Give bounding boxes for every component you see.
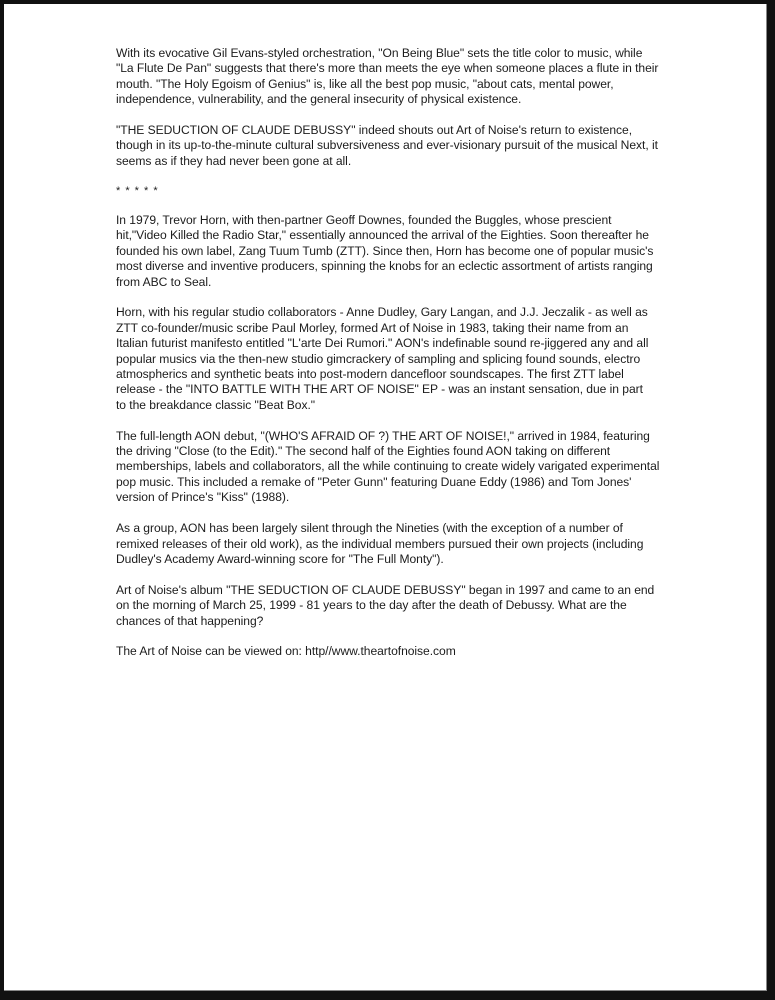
paragraph-nineties: As a group, AON has been largely silent through the Nineties (with the exception of a number of remixed releases of their old work), as the individual members pursued their own projects (including Dudley's Academy Award-winning score for "The Full Monty"). <box>116 521 644 566</box>
paragraph-website: The Art of Noise can be viewed on: http//www.theartofnoise.com <box>116 644 456 659</box>
document-page <box>4 4 767 991</box>
document-body <box>116 46 676 675</box>
paragraph-debut: The full-length AON debut, "(WHO'S AFRAID OF ?) THE ART OF NOISE!," arrived in 1984, featuring the driving "Close (to the Edit)." The second half of the Eighties found AON taking on different memberships, labels and collaborators, all the while continuing to create widely varigated experimental pop music. This included a remake of "Peter Gunn" featuring Duane Eddy (1986) and Tom Jones' version of Prince's "Kiss" (1988). <box>116 428 660 505</box>
section-divider-asterisks: * * * * * <box>116 184 159 197</box>
paragraph-trevor-horn: In 1979, Trevor Horn, with then-partner Geoff Downes, founded the Buggles, whose prescient hit,"Video Killed the Radio Star," essentially announced the arrival of the Eighties. Soon thereafter he founded his own label, Zang Tuum Tumb (ZTT). Since then, Horn has become one of popular music's most diverse and inventive producers, spinning the knobs for an eclectic assortment of artists ranging from ABC to Seal. <box>116 213 654 289</box>
paragraph-formation: Horn, with his regular studio collaborators - Anne Dudley, Gary Langan, and J.J. Jeczalik - as well as ZTT co-founder/music scribe Paul Morley, formed Art of Noise in 1983, taking their name from an Italian futurist manifesto entitled "L'arte Dei Rumori." AON's indefinable sound re-jiggered any and all popular musics via the then-new studio gimcrackery of sampling and splicing found sounds, electro atmospherics and synthetic beats into post-modern dancefloor soundscapes. The first ZTT label release - the "INTO BATTLE WITH THE ART OF NOISE" EP - was an instant sensation, due in part to the breakdance classic "Beat Box." <box>116 305 649 412</box>
paragraph-on-being-blue: With its evocative Gil Evans-styled orchestration, "On Being Blue" sets the title color to music, while "La Flute De Pan" suggests that there's more than meets the eye when someone places a flute in their mouth. "The Holy Egoism of Genius" is, like all the best pop music, "about cats, mental power, independence, vulnerability, and the general insecurity of physical existence. <box>116 46 659 107</box>
paragraph-album: Art of Noise's album "THE SEDUCTION OF CLAUDE DEBUSSY" began in 1997 and came to an end on the morning of March 25, 1999 - 81 years to the day after the death of Debussy. What are the chances of that happening? <box>116 582 655 628</box>
paragraph-seduction-return: "THE SEDUCTION OF CLAUDE DEBUSSY" indeed shouts out Art of Noise's return to existence, though in its up-to-the-minute cultural subversiveness and ever-visionary pursuit of the musical Next, it seems as if they had never been gone at all. <box>116 123 658 168</box>
